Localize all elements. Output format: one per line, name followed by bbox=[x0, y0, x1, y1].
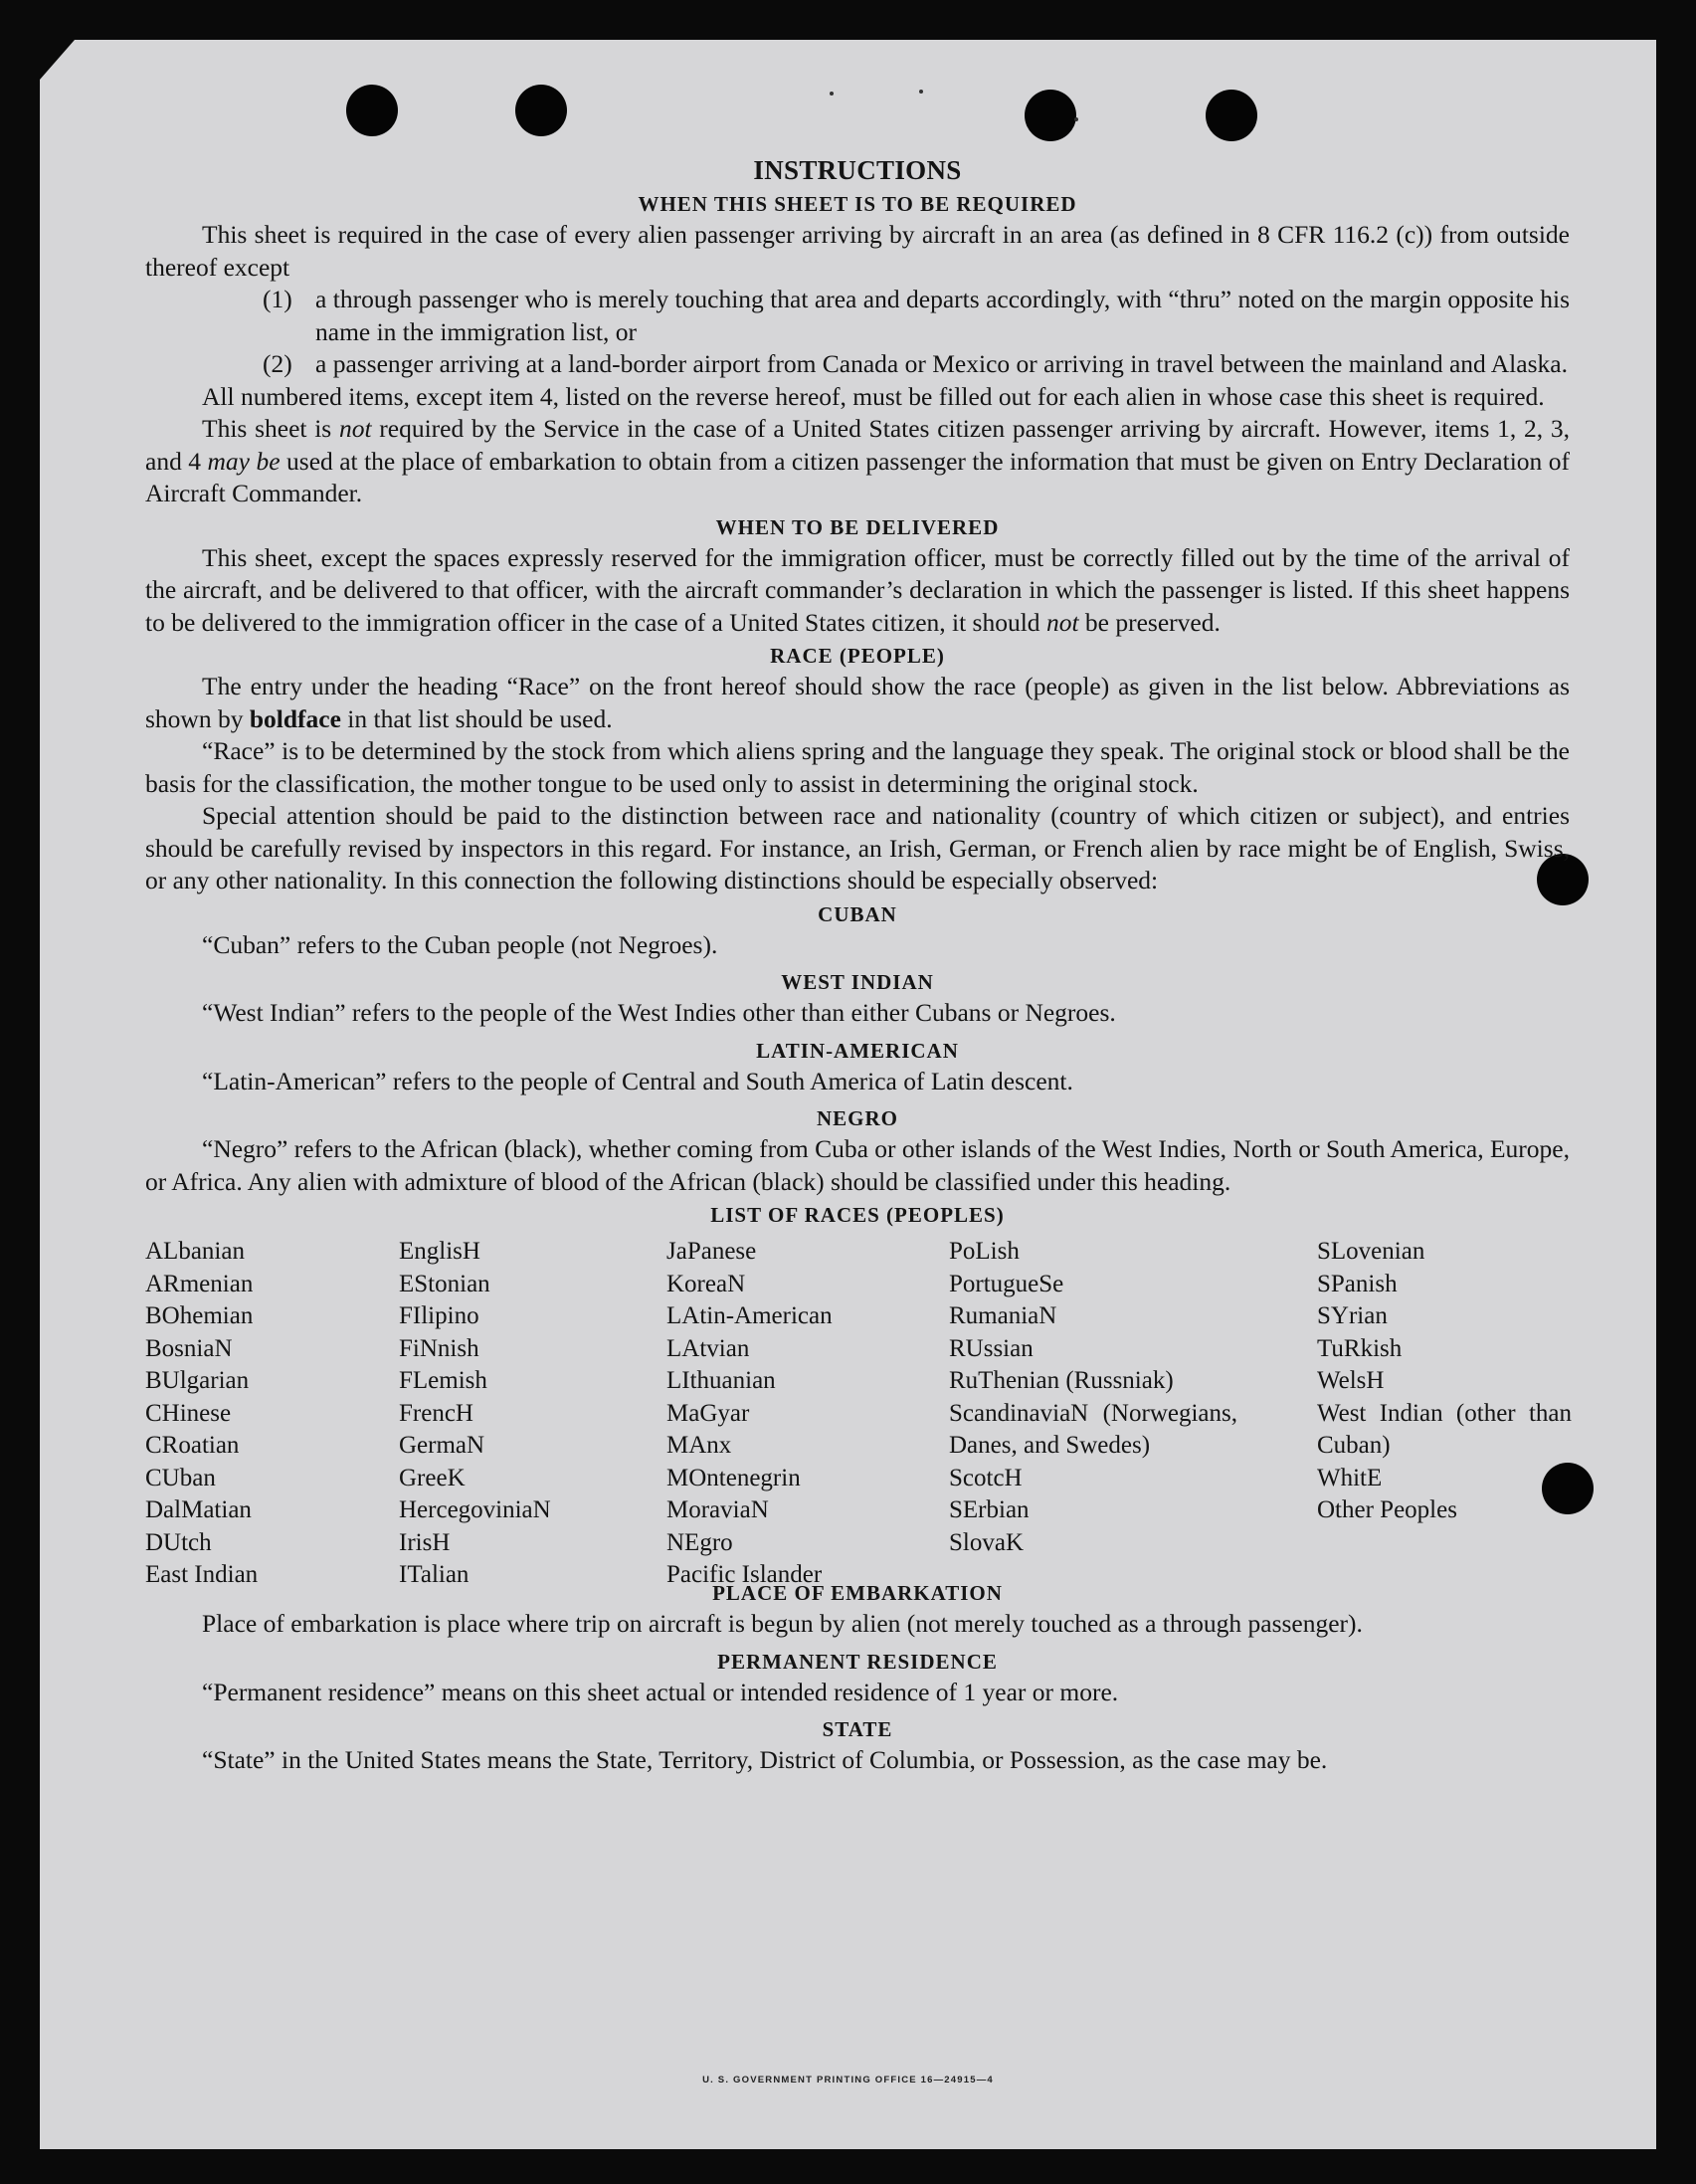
paragraph: All numbered items, except item 4, listed on the reverse hereof, must be filled out for each alien in whose case this sheet is required. bbox=[202, 381, 1545, 411]
race-entry: BUlgarian bbox=[145, 1367, 250, 1394]
punch-hole bbox=[1025, 90, 1076, 141]
printing-office-imprint: U. S. GOVERNMENT PRINTING OFFICE 16—24915—4 bbox=[702, 2075, 994, 2085]
punch-hole bbox=[1206, 90, 1257, 141]
race-entry: FrencH bbox=[399, 1399, 473, 1427]
race-entry: FLemish bbox=[399, 1367, 487, 1394]
race-entry: GreeK bbox=[399, 1464, 466, 1491]
race-entry: MaGyar bbox=[666, 1399, 750, 1427]
punch-hole bbox=[515, 85, 567, 136]
section-heading-state: STATE bbox=[822, 1717, 893, 1741]
race-entry: CHinese bbox=[145, 1399, 232, 1427]
race-entry: GermaN bbox=[399, 1432, 485, 1459]
section-heading-when-required: WHEN THIS SHEET IS TO BE REQUIRED bbox=[638, 192, 1077, 216]
item-number: (1) bbox=[263, 285, 292, 313]
race-entry: MOntenegrin bbox=[666, 1464, 801, 1491]
race-entry: TuRkish bbox=[1317, 1334, 1403, 1362]
race-entry: FiNnish bbox=[399, 1334, 479, 1362]
race-entry: SErbian bbox=[949, 1496, 1030, 1523]
section-heading-west-indian: WEST INDIAN bbox=[781, 970, 934, 994]
race-entry: Pacific Islander bbox=[666, 1561, 823, 1588]
paragraph: This sheet is required in the case of every alien passenger arriving by aircraft in an area (as defined in 8 CFR 116.2 (c)) from outside thereof except bbox=[145, 220, 1570, 282]
race-entry: Other Peoples bbox=[1317, 1496, 1457, 1523]
race-entry: PortugueSe bbox=[949, 1270, 1064, 1297]
race-entry: PoLish bbox=[949, 1238, 1020, 1265]
race-column bbox=[1317, 1236, 1572, 1527]
race-entry: ScotcH bbox=[949, 1464, 1023, 1491]
race-entry: CRoatian bbox=[145, 1432, 240, 1459]
section-heading-latin-american: LATIN-AMERICAN bbox=[756, 1038, 959, 1063]
race-entry: RuThenian (Russniak) bbox=[949, 1367, 1174, 1394]
paragraph: “Permanent residence” means on this sheet actual or intended residence of 1 year or more. bbox=[202, 1677, 1119, 1706]
race-entry: IrisH bbox=[399, 1528, 451, 1556]
race-entry: DUtch bbox=[145, 1528, 212, 1556]
race-column bbox=[399, 1236, 658, 1592]
paragraph: Special attention should be paid to the distinction between race and nationality (country of which citizen or subject), and entries should be carefully revised by inspectors in this regard. For instance, an Irish, German, or French alien by race might be of English, Swiss, or any other nationality. In this connection the following distinctions should be especially observed: bbox=[145, 801, 1570, 894]
page-title: INSTRUCTIONS bbox=[753, 155, 962, 185]
race-entry: ITalian bbox=[399, 1561, 470, 1588]
section-heading-residence: PERMANENT RESIDENCE bbox=[717, 1649, 998, 1674]
race-entry: SPanish bbox=[1317, 1270, 1398, 1297]
race-entry: WelsH bbox=[1317, 1367, 1385, 1394]
paragraph: “Race” is to be determined by the stock from which aliens spring and the language they speak. The original stock or blood shall be the basis for the classification, the mother tongue to be used only to assist in determining the original stock. bbox=[145, 736, 1570, 798]
item-text: a passenger arriving at a land-border airport from Canada or Mexico or arriving in travel between the mainland and Alaska. bbox=[315, 349, 1568, 378]
race-list bbox=[145, 1236, 1572, 1588]
speck bbox=[1074, 117, 1078, 121]
race-entry: LIthuanian bbox=[666, 1367, 776, 1394]
race-entry: JaPanese bbox=[666, 1238, 757, 1265]
paragraph: “State” in the United States means the State, Territory, District of Columbia, or Possession, as the case may be. bbox=[202, 1745, 1328, 1774]
paragraph: “Cuban” refers to the Cuban people (not Negroes). bbox=[202, 929, 718, 959]
race-entry: BOhemian bbox=[145, 1302, 254, 1329]
speck bbox=[919, 90, 923, 94]
race-entry: BosniaN bbox=[145, 1334, 233, 1362]
paragraph: Place of embarkation is place where trip on aircraft is begun by alien (not merely touched as a through passenger). bbox=[202, 1609, 1363, 1638]
paragraph: This sheet is not required by the Service in the case of a United States citizen passenger arriving by aircraft. However, items 1, 2, 3, and 4 may be used at the place of embarkation to obtain from a citizen passenger the information that must be given on Entry Declaration of Aircraft Commander. bbox=[145, 414, 1570, 507]
instructions-content bbox=[145, 153, 1570, 1777]
paragraph: The entry under the heading “Race” on the front hereof should show the race (people) as given in the list below. Abbreviations as shown by boldface in that list should be used. bbox=[145, 672, 1570, 733]
race-entry: NEgro bbox=[666, 1528, 733, 1556]
race-entry: MoraviaN bbox=[666, 1496, 769, 1523]
race-entry: DalMatian bbox=[145, 1496, 252, 1523]
race-entry: RumaniaN bbox=[949, 1302, 1057, 1329]
race-entry: SYrian bbox=[1317, 1302, 1388, 1329]
race-entry: KoreaN bbox=[666, 1270, 746, 1297]
race-column bbox=[145, 1236, 384, 1592]
paragraph: This sheet, except the spaces expressly reserved for the immigration officer, must be correctly filled out by the time of the arrival of the aircraft, and be delivered to that officer, with the aircraft commander’s declaration in which the passenger is listed. If this sheet happens to be delivered to the immigration officer in the case of a United States citizen, it should not be preserved. bbox=[145, 542, 1570, 637]
race-entry: ALbanian bbox=[145, 1238, 245, 1265]
race-entry: ScandinaviaN (Norwegians, Danes, and Swedes) bbox=[949, 1399, 1237, 1459]
speck bbox=[830, 92, 834, 96]
race-entry: LAtvian bbox=[666, 1334, 750, 1362]
punch-hole bbox=[346, 85, 398, 136]
paragraph: “West Indian” refers to the people of the West Indies other than either Cubans or Negroes. bbox=[202, 998, 1116, 1027]
race-entry: EStonian bbox=[399, 1270, 490, 1297]
item-number: (2) bbox=[263, 349, 292, 378]
section-heading-embarkation: PLACE OF EMBARKATION bbox=[712, 1581, 1003, 1605]
list-item bbox=[263, 284, 1570, 348]
race-entry: West Indian (other than Cuban) bbox=[1317, 1399, 1572, 1459]
race-entry: ARmenian bbox=[145, 1270, 254, 1297]
item-text: a through passenger who is merely touching that area and departs accordingly, with “thru” noted on the margin opposite his name in the immigration list, or bbox=[315, 285, 1570, 346]
section-heading-race-list: LIST OF RACES (PEOPLES) bbox=[710, 1203, 1005, 1227]
race-entry: HercegoviniaN bbox=[399, 1496, 551, 1523]
race-entry: SLovenian bbox=[1317, 1238, 1425, 1265]
section-heading-negro: NEGRO bbox=[816, 1106, 898, 1130]
race-entry: WhitE bbox=[1317, 1464, 1383, 1491]
section-heading-cuban: CUBAN bbox=[818, 901, 897, 926]
list-item bbox=[263, 348, 1570, 381]
race-entry: LAtin-American bbox=[666, 1302, 833, 1329]
race-column bbox=[666, 1236, 935, 1592]
race-entry: CUban bbox=[145, 1464, 216, 1491]
section-heading-race: RACE (PEOPLE) bbox=[770, 644, 945, 668]
paragraph: “Latin-American” refers to the people of Central and South America of Latin descent. bbox=[202, 1066, 1073, 1095]
race-entry: RUssian bbox=[949, 1334, 1034, 1362]
race-entry: EnglisH bbox=[399, 1238, 480, 1265]
race-entry: East Indian bbox=[145, 1561, 259, 1588]
race-entry: FIlipino bbox=[399, 1302, 479, 1329]
section-heading-when-delivered: WHEN TO BE DELIVERED bbox=[715, 514, 1000, 539]
race-column bbox=[949, 1236, 1237, 1559]
race-entry: MAnx bbox=[666, 1432, 732, 1459]
paragraph: “Negro” refers to the African (black), whether coming from Cuba or other islands of the West Indies, North or South America, Europe, or Africa. Any alien with admixture of blood of the African (black) should be classified under this heading. bbox=[145, 1134, 1570, 1196]
race-entry: SlovaK bbox=[949, 1528, 1024, 1556]
